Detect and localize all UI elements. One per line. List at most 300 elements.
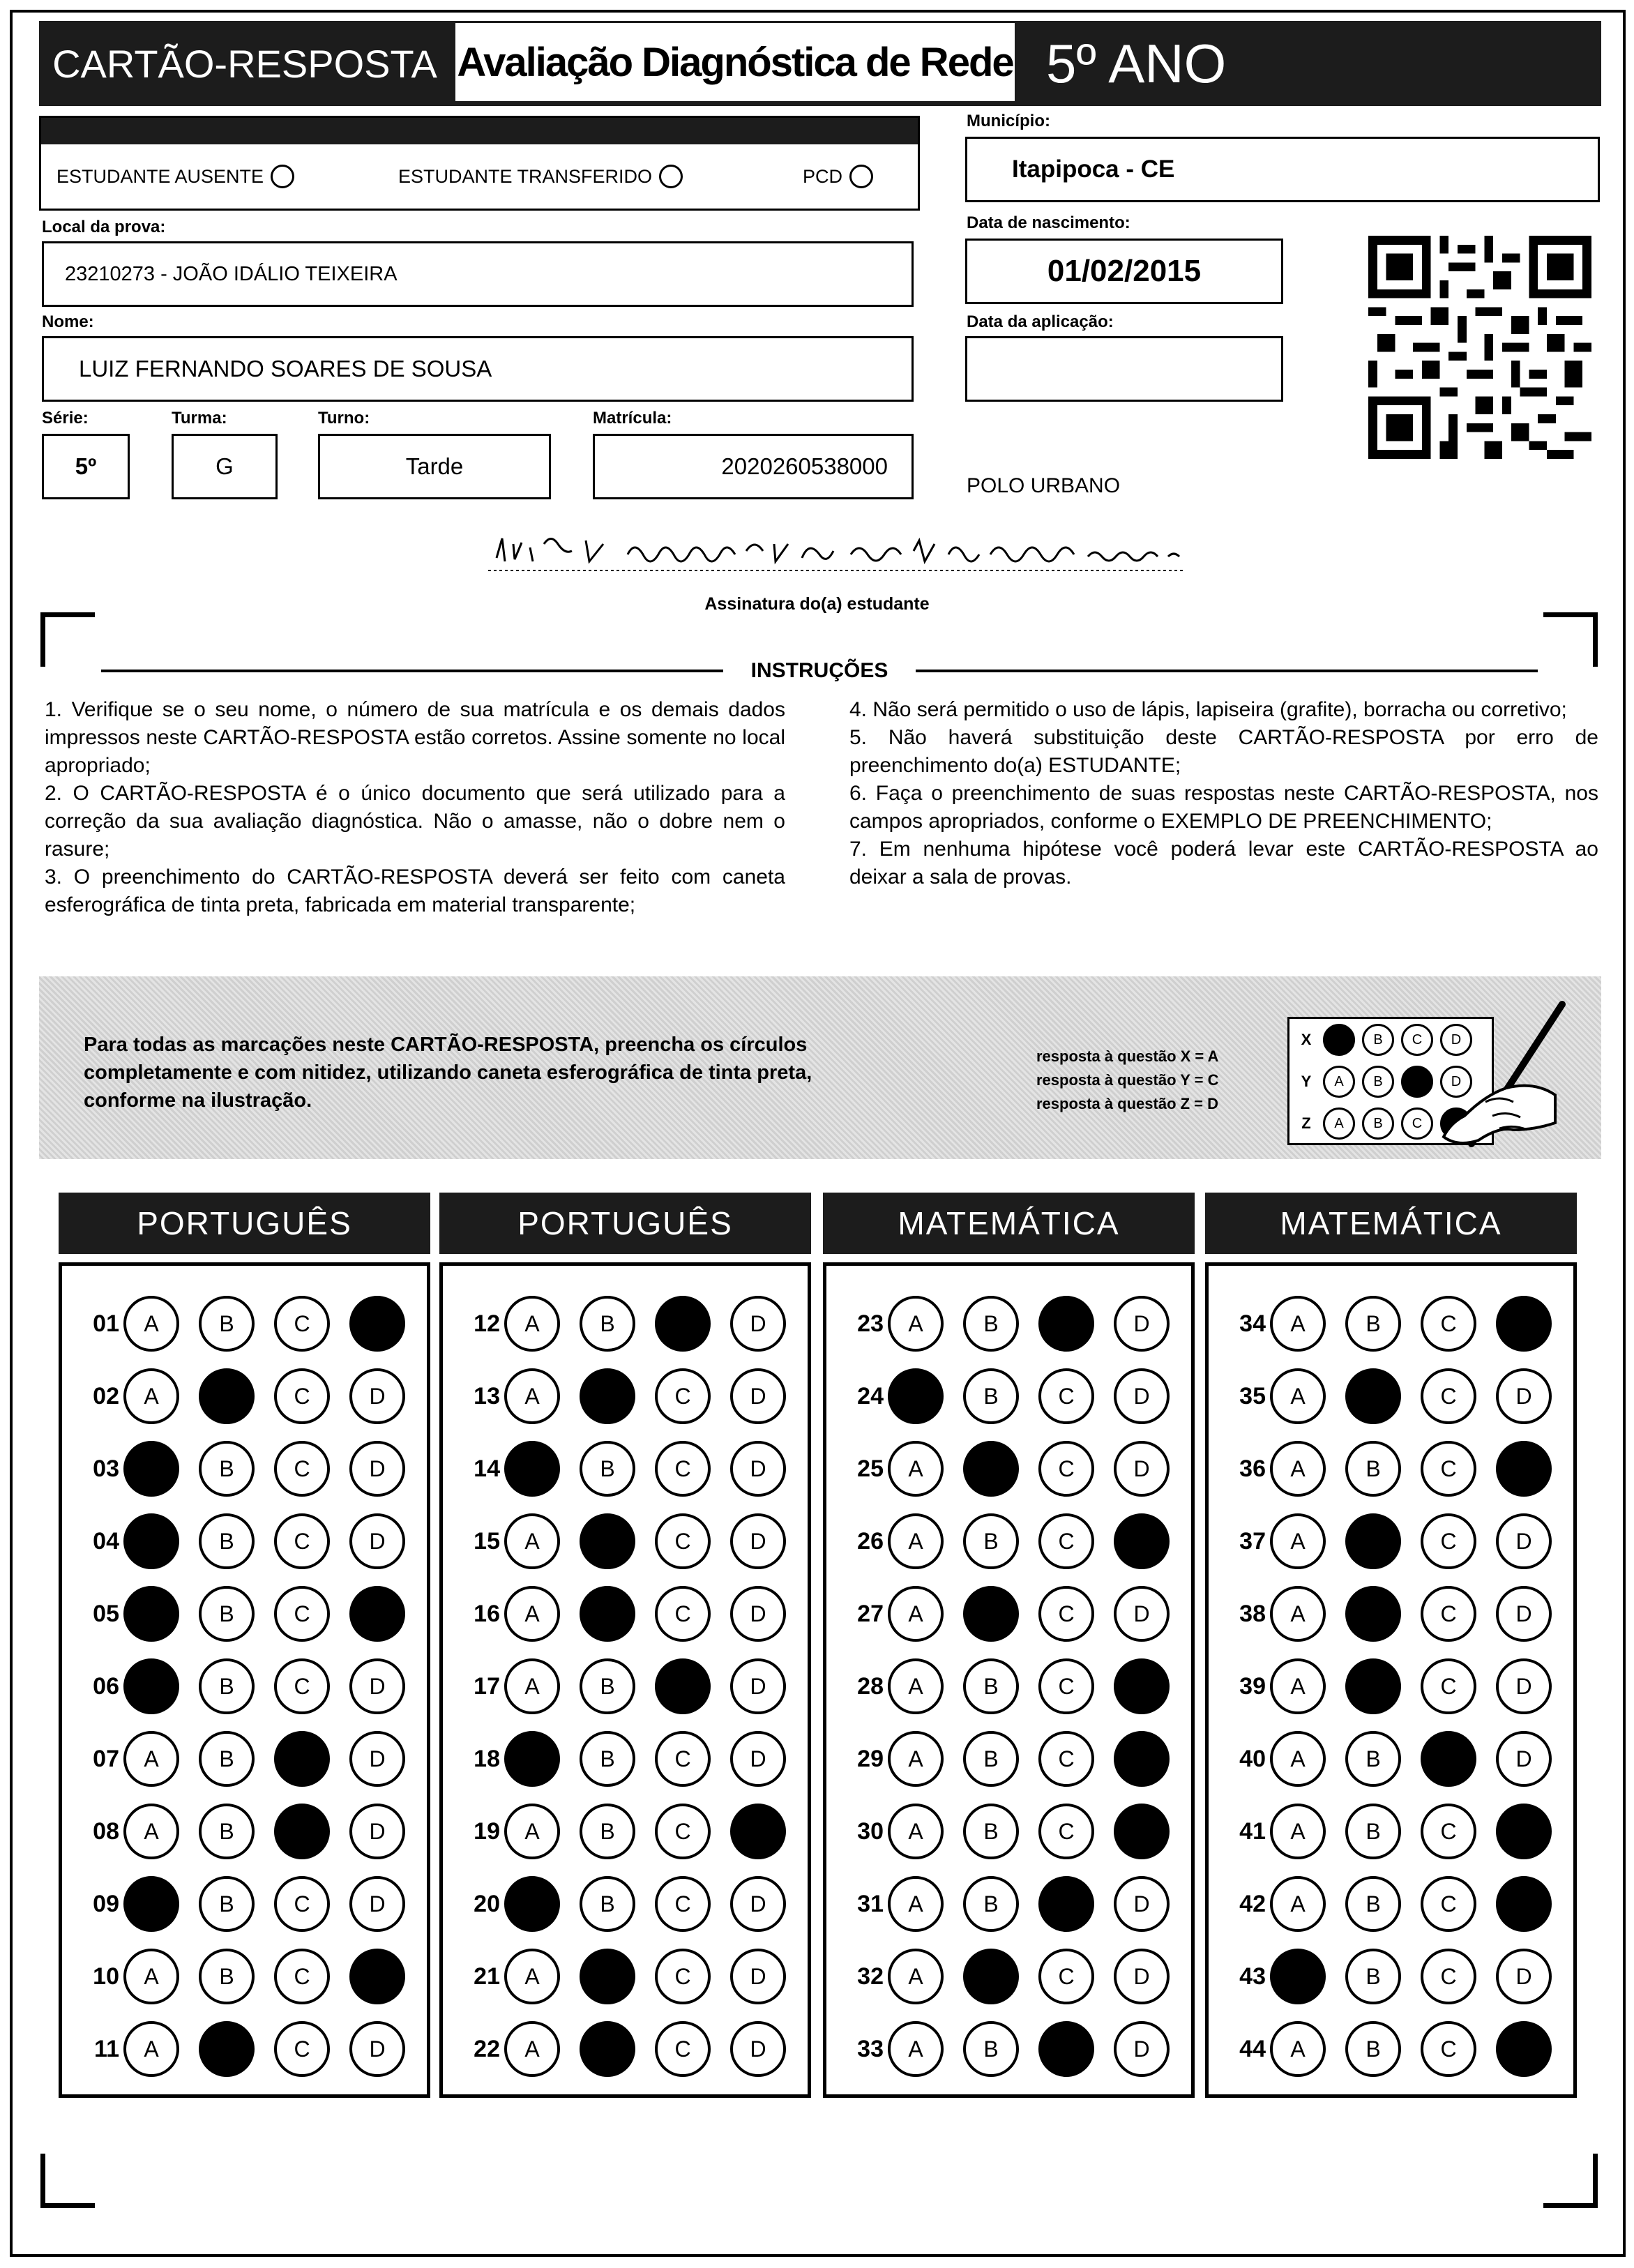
answer-bubble-d[interactable]	[349, 1949, 405, 2004]
answer-bubble-c[interactable]: C	[655, 1513, 711, 1569]
answer-bubble-b[interactable]	[1345, 1513, 1401, 1569]
local-label: Local da prova:	[42, 218, 166, 236]
answer-bubble-c[interactable]: C	[1038, 1368, 1094, 1424]
question-number: 38	[1239, 1600, 1266, 1627]
question-number: 16	[474, 1600, 500, 1627]
answer-bubble-a[interactable]: A	[888, 1586, 944, 1642]
answer-bubble-b[interactable]	[1345, 1586, 1401, 1642]
answer-bubble-c[interactable]: C	[655, 1876, 711, 1932]
column-header: PORTUGUÊS	[439, 1193, 811, 1254]
question-number: 09	[93, 1890, 119, 1917]
answer-bubble-a[interactable]: A	[123, 1949, 179, 2004]
answer-bubble-d[interactable]: D	[730, 1658, 786, 1714]
answer-bubble-d[interactable]: D	[730, 2021, 786, 2077]
answer-bubble-a[interactable]: A	[504, 1513, 560, 1569]
answer-bubble-c[interactable]: C	[1038, 1513, 1094, 1569]
answer-bubble-d[interactable]: D	[1496, 1586, 1552, 1642]
question-number: 25	[857, 1455, 884, 1482]
question-number: 10	[93, 1963, 119, 1990]
answer-bubble-c[interactable]: C	[655, 1804, 711, 1859]
answer-bubble-b[interactable]: B	[963, 1876, 1019, 1932]
question-number: 30	[857, 1817, 884, 1845]
answer-bubble-c[interactable]: C	[274, 2021, 330, 2077]
answer-bubble-a[interactable]: A	[888, 1804, 944, 1859]
answer-bubble-d[interactable]: D	[730, 1586, 786, 1642]
answer-bubble-c[interactable]	[274, 1731, 330, 1787]
answer-bubble-a[interactable]: A	[888, 1296, 944, 1352]
question-number: 11	[94, 2035, 119, 2062]
card-label: CARTÃO-RESPOSTA	[52, 41, 437, 86]
answer-bubble-c[interactable]: C	[274, 1513, 330, 1569]
answer-bubble-c[interactable]	[1038, 1876, 1094, 1932]
answer-bubble-d[interactable]: D	[349, 1368, 405, 1424]
answer-bubble-c[interactable]: C	[1038, 1731, 1094, 1787]
answer-bubble-b[interactable]	[580, 2021, 635, 2077]
name-field	[42, 336, 914, 402]
answer-bubble-c[interactable]: C	[274, 1586, 330, 1642]
question-number: 35	[1239, 1382, 1266, 1409]
nascimento-label: Data de nascimento:	[967, 213, 1130, 232]
example-row-label: X	[1301, 1031, 1312, 1048]
answer-bubble-b[interactable]	[1345, 1658, 1401, 1714]
answer-bubble-a[interactable]: A	[123, 1804, 179, 1859]
question-row	[62, 1584, 425, 1644]
answer-bubble-d[interactable]: D	[1496, 1949, 1552, 2004]
answer-bubble-c[interactable]: C	[274, 1876, 330, 1932]
answer-bubble-b[interactable]: B	[199, 1804, 255, 1859]
answer-bubble-a[interactable]	[504, 1876, 560, 1932]
answer-bubble-c[interactable]: C	[1421, 2021, 1476, 2077]
answer-bubble-b[interactable]: B	[580, 1731, 635, 1787]
example-row-label: Z	[1301, 1114, 1311, 1132]
answer-bubble-a[interactable]: A	[888, 1658, 944, 1714]
question-row	[826, 1946, 1189, 2006]
question-number: 33	[857, 2035, 884, 2062]
answer-bubble-d[interactable]: D	[349, 1658, 405, 1714]
question-number: 14	[474, 1455, 500, 1482]
question-number: 37	[1239, 1527, 1266, 1555]
question-row	[62, 1801, 425, 1861]
column-header: MATEMÁTICA	[823, 1193, 1195, 1254]
municipio-label: Município:	[967, 112, 1050, 130]
answer-bubble-b[interactable]: B	[199, 1658, 255, 1714]
answer-bubble-b[interactable]: B	[1345, 1876, 1401, 1932]
instruction-item: 5. Não haverá substituição deste CARTÃO-RESPOSTA por erro de preenchimento do(a) ESTUDANTE;	[849, 726, 1598, 777]
answer-bubble-a[interactable]: A	[888, 1441, 944, 1497]
column-header: PORTUGUÊS	[59, 1193, 430, 1254]
answer-bubble-c[interactable]: C	[1421, 1441, 1476, 1497]
answer-bubble-b[interactable]	[580, 1368, 635, 1424]
question-number: 27	[857, 1600, 884, 1627]
answer-bubble-b[interactable]	[963, 1949, 1019, 2004]
instruction-item: 7. Em nenhuma hipótese você poderá levar este CARTÃO-RESPOSTA ao deixar a sala de provas.	[849, 838, 1598, 889]
answer-bubble-b[interactable]: B	[963, 1731, 1019, 1787]
answer-bubble-b[interactable]: B	[199, 1876, 255, 1932]
question-row	[826, 1874, 1189, 1934]
pcd-option[interactable]	[803, 165, 873, 188]
answer-bubble-d[interactable]	[1496, 1296, 1552, 1352]
answer-bubble-a[interactable]: A	[1270, 2021, 1326, 2077]
answer-bubble-d[interactable]: D	[730, 1441, 786, 1497]
question-row	[1209, 1656, 1571, 1716]
answer-bubble-b[interactable]: B	[963, 1804, 1019, 1859]
answer-bubble-d[interactable]: D	[1496, 1658, 1552, 1714]
answer-bubble-b[interactable]: B	[1345, 2021, 1401, 2077]
question-row	[443, 1729, 805, 1789]
answer-bubble-a[interactable]: A	[1270, 1658, 1326, 1714]
turno-label: Turno:	[318, 409, 370, 428]
example-legend-item: resposta à questão Y = C	[1036, 1071, 1219, 1089]
example-legend-item: resposta à questão X = A	[1036, 1048, 1219, 1065]
answer-bubble-a[interactable]: A	[1270, 1513, 1326, 1569]
turma-label: Turma:	[172, 409, 227, 428]
answer-bubble-c[interactable]: C	[1421, 1658, 1476, 1714]
registration-mark-bl	[40, 2154, 95, 2208]
answer-column	[59, 1262, 430, 2098]
answer-bubble-d[interactable]: D	[1114, 1586, 1170, 1642]
answer-bubble-a[interactable]: A	[504, 1658, 560, 1714]
answer-bubble-d[interactable]: D	[730, 1296, 786, 1352]
answer-bubble-b[interactable]: B	[1345, 1949, 1401, 2004]
answer-bubble-b[interactable]: B	[580, 1441, 635, 1497]
answer-bubble-d[interactable]: D	[730, 1513, 786, 1569]
answer-bubble-c[interactable]: C	[1038, 1949, 1094, 2004]
answer-bubble-c[interactable]: C	[655, 2021, 711, 2077]
question-number: 28	[857, 1672, 884, 1700]
answer-bubble-a[interactable]: A	[504, 1949, 560, 2004]
answer-bubble-c[interactable]: C	[655, 1949, 711, 2004]
answer-bubble-d[interactable]: D	[730, 1876, 786, 1932]
example-bubble: C	[1401, 1024, 1433, 1056]
answer-bubble-c[interactable]: C	[655, 1368, 711, 1424]
registration-mark-br	[1543, 2154, 1598, 2208]
answer-column	[439, 1262, 811, 2098]
answer-bubble-d[interactable]: D	[1114, 1876, 1170, 1932]
answer-bubble-c[interactable]: C	[1421, 1949, 1476, 2004]
question-row	[1209, 1439, 1571, 1499]
answer-bubble-c[interactable]: C	[274, 1296, 330, 1352]
answer-bubble-d[interactable]: D	[349, 2021, 405, 2077]
question-number: 29	[857, 1745, 884, 1772]
answer-bubble-a[interactable]: A	[123, 2021, 179, 2077]
answer-bubble-c[interactable]	[655, 1296, 711, 1352]
question-row	[826, 1729, 1189, 1789]
instruction-item: 4. Não será permitido o uso de lápis, lapiseira (grafite), borracha ou corretivo;	[849, 698, 1567, 721]
question-number: 23	[857, 1310, 884, 1337]
example-bubble: C	[1401, 1107, 1433, 1140]
example-bubble: B	[1362, 1107, 1394, 1140]
example-bubble	[1323, 1024, 1355, 1056]
question-row	[1209, 1874, 1571, 1934]
answer-bubble-c[interactable]: C	[1421, 1513, 1476, 1569]
aplicacao-field[interactable]	[965, 336, 1283, 402]
answer-bubble-b[interactable]: B	[580, 1804, 635, 1859]
question-number: 17	[474, 1672, 500, 1700]
question-row	[826, 2019, 1189, 2079]
question-row	[826, 1656, 1189, 1716]
instructions-left	[45, 696, 785, 919]
answer-bubble-d[interactable]	[1114, 1658, 1170, 1714]
name-value: LUIZ FERNANDO SOARES DE SOUSA	[79, 356, 492, 381]
answer-bubble-d[interactable]: D	[730, 1368, 786, 1424]
answer-bubble-b[interactable]: B	[963, 1368, 1019, 1424]
answer-bubble-d[interactable]: D	[1114, 1368, 1170, 1424]
answer-bubble-c[interactable]: C	[274, 1368, 330, 1424]
answer-bubble-d[interactable]: D	[349, 1876, 405, 1932]
answer-bubble-d[interactable]: D	[1496, 1731, 1552, 1787]
question-number: 05	[93, 1600, 119, 1627]
answer-bubble-d[interactable]	[1496, 1441, 1552, 1497]
answer-bubble-c[interactable]: C	[274, 1658, 330, 1714]
answer-bubble-a[interactable]: A	[888, 1731, 944, 1787]
answer-bubble-b[interactable]	[199, 2021, 255, 2077]
column-header: MATEMÁTICA	[1205, 1193, 1577, 1254]
answer-bubble-d[interactable]: D	[349, 1804, 405, 1859]
question-number: 36	[1239, 1455, 1266, 1482]
question-number: 15	[474, 1527, 500, 1555]
answer-bubble-b[interactable]: B	[963, 1513, 1019, 1569]
transferred-label: ESTUDANTE TRANSFERIDO	[398, 165, 653, 187]
answer-bubble-b[interactable]	[580, 1949, 635, 2004]
answer-bubble-b[interactable]: B	[580, 1876, 635, 1932]
answer-bubble-a[interactable]: A	[1270, 1731, 1326, 1787]
answer-bubble-c[interactable]: C	[655, 1731, 711, 1787]
question-number: 04	[93, 1527, 119, 1555]
answer-bubble-b[interactable]	[963, 1586, 1019, 1642]
answer-bubble-a[interactable]: A	[1270, 1441, 1326, 1497]
example-row-label: Y	[1301, 1073, 1312, 1090]
name-label: Nome:	[42, 312, 94, 331]
transferred-option[interactable]	[398, 165, 803, 188]
answer-bubble-d[interactable]: D	[1114, 2021, 1170, 2077]
question-row	[62, 1946, 425, 2006]
question-number: 03	[93, 1455, 119, 1482]
transferred-circle[interactable]	[659, 165, 683, 188]
answer-bubble-d[interactable]: D	[349, 1731, 405, 1787]
question-row	[826, 1801, 1189, 1861]
answer-bubble-d[interactable]	[1114, 1804, 1170, 1859]
answer-bubble-b[interactable]	[963, 1441, 1019, 1497]
answer-bubble-b[interactable]: B	[199, 1513, 255, 1569]
answer-bubble-d[interactable]	[730, 1804, 786, 1859]
instructions-title-text: INSTRUÇÕES	[750, 659, 888, 682]
question-number: 26	[857, 1527, 884, 1555]
question-row	[1209, 1946, 1571, 2006]
answer-bubble-a[interactable]: A	[888, 1876, 944, 1932]
answer-bubble-c[interactable]: C	[655, 1586, 711, 1642]
answer-bubble-a[interactable]: A	[123, 1296, 179, 1352]
question-row	[826, 1584, 1189, 1644]
answer-bubble-a[interactable]: A	[123, 1368, 179, 1424]
answer-bubble-c[interactable]: C	[1421, 1586, 1476, 1642]
question-row	[62, 1729, 425, 1789]
grade-label: 5º ANO	[1046, 32, 1227, 94]
answer-bubble-d[interactable]	[1114, 1731, 1170, 1787]
question-row	[443, 1511, 805, 1571]
answer-bubble-d[interactable]: D	[1114, 1441, 1170, 1497]
absent-label: ESTUDANTE AUSENTE	[56, 165, 264, 187]
answer-bubble-a[interactable]: A	[888, 1513, 944, 1569]
polo-label: POLO URBANO	[967, 474, 1121, 497]
example-legend-item: resposta à questão Z = D	[1036, 1095, 1219, 1112]
answer-bubble-a[interactable]: A	[504, 1804, 560, 1859]
answer-bubble-a[interactable]: A	[1270, 1804, 1326, 1859]
answer-bubble-b[interactable]: B	[963, 2021, 1019, 2077]
question-row	[826, 1294, 1189, 1354]
municipio-field	[965, 137, 1600, 202]
answer-bubble-c[interactable]	[1038, 1296, 1094, 1352]
question-row	[1209, 1366, 1571, 1426]
registration-mark-tr	[1543, 612, 1598, 667]
answer-bubble-c[interactable]: C	[1421, 1296, 1476, 1352]
pcd-label: PCD	[803, 165, 843, 187]
question-row	[443, 1946, 805, 2006]
question-row	[62, 1511, 425, 1571]
answer-bubble-b[interactable]: B	[1345, 1441, 1401, 1497]
answer-bubble-b[interactable]: B	[1345, 1731, 1401, 1787]
registration-mark-tl	[40, 612, 95, 667]
answer-bubble-a[interactable]: A	[504, 1368, 560, 1424]
answer-bubble-a[interactable]: A	[504, 1586, 560, 1642]
answer-bubble-c[interactable]: C	[274, 1441, 330, 1497]
answer-bubble-a[interactable]	[1270, 1949, 1326, 2004]
answer-bubble-d[interactable]: D	[1496, 1513, 1552, 1569]
answer-bubble-b[interactable]: B	[199, 1949, 255, 2004]
nascimento-field	[965, 239, 1283, 304]
answer-bubble-c[interactable]: C	[1421, 1804, 1476, 1859]
question-row	[1209, 1801, 1571, 1861]
answer-bubble-b[interactable]: B	[1345, 1804, 1401, 1859]
nascimento-value: 01/02/2015	[1047, 254, 1202, 288]
question-number: 43	[1239, 1963, 1266, 1990]
absent-circle[interactable]	[271, 165, 294, 188]
answer-bubble-d[interactable]	[349, 1586, 405, 1642]
answer-bubble-b[interactable]: B	[580, 1296, 635, 1352]
pcd-circle[interactable]	[849, 165, 873, 188]
question-row	[443, 1584, 805, 1644]
answer-bubble-a[interactable]: A	[1270, 1586, 1326, 1642]
answer-bubble-c[interactable]: C	[1038, 1441, 1094, 1497]
answer-bubble-a[interactable]	[123, 1586, 179, 1642]
page-title: Avaliação Diagnóstica de Rede	[453, 21, 1017, 103]
question-number: 24	[857, 1382, 884, 1409]
question-number: 18	[474, 1745, 500, 1772]
answer-bubble-b[interactable]	[199, 1368, 255, 1424]
signature-drawing	[488, 530, 1220, 572]
answer-bubble-a[interactable]	[123, 1441, 179, 1497]
answer-bubble-d[interactable]	[1496, 1804, 1552, 1859]
answer-bubble-a[interactable]: A	[1270, 1296, 1326, 1352]
answer-column	[823, 1262, 1195, 2098]
question-number: 22	[474, 2035, 500, 2062]
answer-bubble-a[interactable]: A	[504, 1296, 560, 1352]
answer-bubble-b[interactable]: B	[199, 1731, 255, 1787]
answer-bubble-c[interactable]: C	[655, 1441, 711, 1497]
question-number: 44	[1239, 2035, 1266, 2062]
answer-bubble-b[interactable]: B	[963, 1296, 1019, 1352]
answer-bubble-c[interactable]: C	[1038, 1658, 1094, 1714]
answer-bubble-b[interactable]: B	[199, 1586, 255, 1642]
answer-bubble-a[interactable]	[123, 1876, 179, 1932]
example-bubble: A	[1323, 1066, 1355, 1098]
question-row	[62, 2019, 425, 2079]
answer-bubble-b[interactable]: B	[963, 1658, 1019, 1714]
answer-bubble-c[interactable]: C	[274, 1949, 330, 2004]
answer-bubble-b[interactable]: B	[199, 1296, 255, 1352]
answer-bubble-c[interactable]	[1038, 2021, 1094, 2077]
answer-bubble-a[interactable]	[504, 1731, 560, 1787]
question-number: 07	[93, 1745, 119, 1772]
status-box	[39, 116, 920, 211]
answer-bubble-d[interactable]: D	[1114, 1949, 1170, 2004]
answer-bubble-a[interactable]: A	[888, 2021, 944, 2077]
answer-bubble-a[interactable]: A	[1270, 1368, 1326, 1424]
question-number: 42	[1239, 1890, 1266, 1917]
answer-bubble-c[interactable]: C	[1421, 1368, 1476, 1424]
answer-bubble-d[interactable]	[1114, 1513, 1170, 1569]
answer-bubble-c[interactable]	[655, 1658, 711, 1714]
answer-bubble-d[interactable]: D	[730, 1949, 786, 2004]
answer-bubble-a[interactable]	[888, 1368, 944, 1424]
answer-bubble-a[interactable]: A	[1270, 1876, 1326, 1932]
question-row	[826, 1439, 1189, 1499]
answer-bubble-d[interactable]	[1496, 2021, 1552, 2077]
answer-bubble-b[interactable]	[1345, 1368, 1401, 1424]
answer-bubble-d[interactable]: D	[349, 1513, 405, 1569]
answer-bubble-d[interactable]: D	[1496, 1368, 1552, 1424]
question-number: 20	[474, 1890, 500, 1917]
instructions-title	[101, 657, 1538, 685]
answer-bubble-c[interactable]: C	[1038, 1586, 1094, 1642]
answer-bubble-c[interactable]: C	[1421, 1876, 1476, 1932]
answer-bubble-c[interactable]	[1421, 1731, 1476, 1787]
answer-bubble-c[interactable]	[274, 1804, 330, 1859]
answer-bubble-a[interactable]: A	[888, 1949, 944, 2004]
signature-label: Assinatura do(a) estudante	[704, 594, 930, 614]
question-row	[62, 1874, 425, 1934]
answer-column	[1205, 1262, 1577, 2098]
answer-bubble-a[interactable]	[504, 1441, 560, 1497]
question-number: 06	[93, 1672, 119, 1700]
status-bar	[41, 118, 918, 144]
answer-bubble-d[interactable]	[1496, 1876, 1552, 1932]
turma-field	[172, 434, 278, 499]
answer-bubble-d[interactable]: D	[730, 1731, 786, 1787]
answer-bubble-b[interactable]: B	[580, 1658, 635, 1714]
answer-bubble-c[interactable]: C	[1038, 1804, 1094, 1859]
answer-bubble-b[interactable]: B	[199, 1441, 255, 1497]
instruction-item: 3. O preenchimento do CARTÃO-RESPOSTA deverá ser feito com caneta esferográfica de tinta preta, fabricada em material transparente;	[45, 865, 785, 916]
question-row	[443, 1294, 805, 1354]
answer-bubble-d[interactable]	[349, 1296, 405, 1352]
answer-bubble-b[interactable]: B	[1345, 1296, 1401, 1352]
question-number: 08	[93, 1817, 119, 1845]
question-row	[443, 1366, 805, 1426]
answer-bubble-a[interactable]	[123, 1513, 179, 1569]
question-row	[443, 2019, 805, 2079]
answer-bubble-d[interactable]: D	[1114, 1296, 1170, 1352]
answer-bubble-d[interactable]: D	[349, 1441, 405, 1497]
answer-bubble-a[interactable]: A	[504, 2021, 560, 2077]
turno-value: Tarde	[405, 453, 464, 479]
answer-bubble-b[interactable]	[580, 1586, 635, 1642]
answer-bubble-a[interactable]	[123, 1658, 179, 1714]
answer-bubble-b[interactable]	[580, 1513, 635, 1569]
question-row	[62, 1294, 425, 1354]
absent-option[interactable]	[56, 165, 398, 188]
answer-bubble-a[interactable]: A	[123, 1731, 179, 1787]
question-number: 32	[857, 1963, 884, 1990]
